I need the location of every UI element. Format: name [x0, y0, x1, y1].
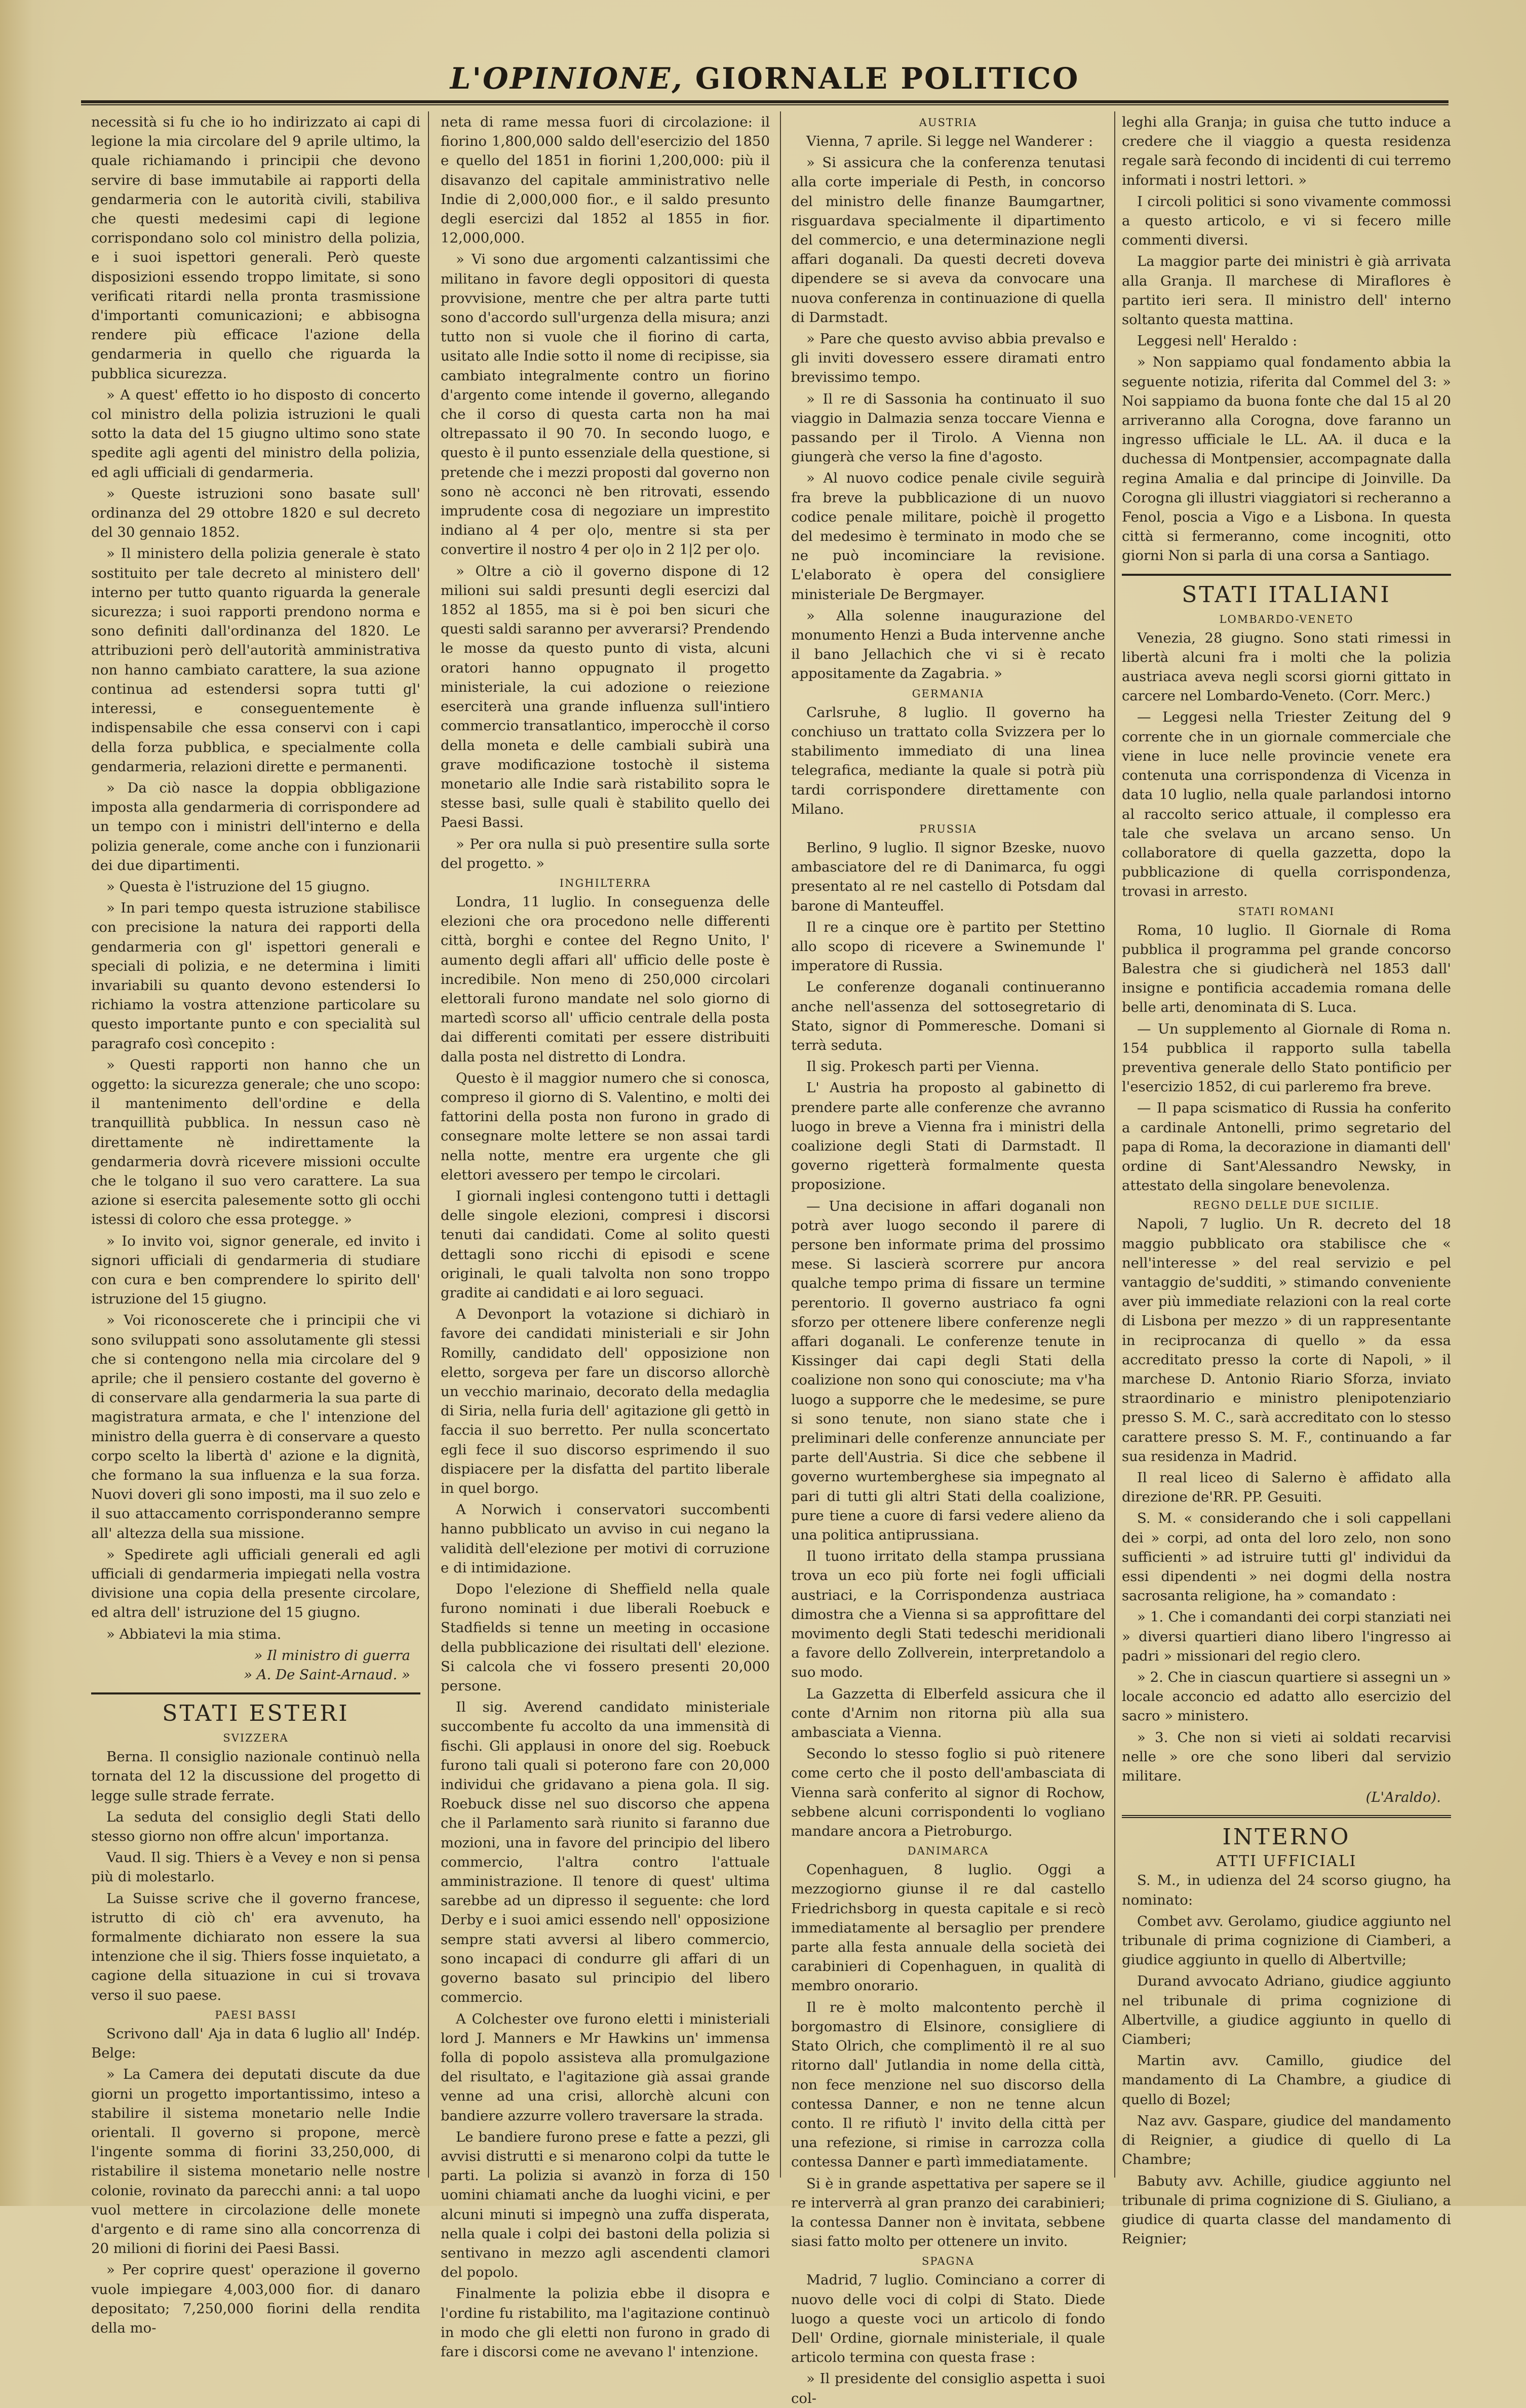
- paragraph: Dopo l'elezione di Sheffield nella quale furono nominati i due liberali Roebuck e Stadfields si tenne un meeting in occasione della pubblicazione dei risultati dell' elezione. Si calcola che vi fossero presenti 20,000 persone.: [441, 1581, 770, 1694]
- masthead-title-italic: L'OPINIONE,: [450, 61, 684, 96]
- paragraph: Durand avvocato Adriano, giudice aggiunto nel tribunale di prima cognizione di Albertville, a giudice aggiunto in quello di Ciamberi;: [1122, 1973, 1451, 2048]
- paragraph: Il sig. Averend candidato ministeriale succombente fu accolto da una immensità di fischi. Gli applausi in onore del sig. Roebuck furono tali quali si poterono fare con 20,000 individui che gridavano a piena gola. Il sig. Roebuck disse nel suo discorso che appena che il Parlamento sarà riunito si faranno due mozioni, una in favore del principio del libero commercio, l'altra contro l'attuale amministrazione. Il tenore di quest' ultima sarebbe ad un dipresso il seguente: che lord Derby e i suoi amici essendo nell' opposizione sempre stati avversi al libero commercio, sono incapaci di condurre gli affari di un governo basato sul principio del libero commercio.: [441, 1699, 770, 2006]
- paragraph: » Pare che questo avviso abbia prevalso e gli inviti dovessero essere diramati entro brevissimo tempo.: [791, 331, 1105, 386]
- source-credit: (L'Araldo).: [1365, 1789, 1441, 1806]
- paragraph: » Questi rapporti non hanno che un oggetto: la sicurezza generale; che uno scopo: il mantenimento dell'ordine e della tranquillità pubblica. In nessun caso nè direttamente nè indirettamente la gendarmeria dovrà ricevere missioni occulte che le tolgano il suo vero carattere. La sua azione si esercita palesemente sotto gli occhi istessi di coloro che essa protegge. »: [91, 1056, 420, 1228]
- paragraph: Venezia, 28 giugno. Sono stati rimessi in libertà alcuni fra i molti che la polizia austriaca aveva negli scorsi giorni gittato in carcere nel Lombardo-Veneto. (Corr. Merc.): [1122, 629, 1451, 704]
- paragraph: » Oltre a ciò il governo dispone di 12 milioni sui saldi presunti degli esercizi dal 1852 al 1855, ma si è poi ben sicuri che questi saldi saranno per avverarsi? Prendendo le mosse da questo punto di vista, alcuni oratori hanno oppugnato il progetto ministeriale, la cui adozione o reiezione eserciterà una grande influenza sull'intiero commercio transatlantico, imperocchè il corso della moneta e delle cambiali subirà una grave modificazione tostochè il sistema monetario alle Indie sarà ristabilito sopra le stesse basi, sulle quali è stabilito quello dei Paesi Bassi.: [441, 563, 770, 831]
- paragraph: — Una decisione in affari doganali non potrà aver luogo secondo il parere di persone ben informate prima del prossimo mese. Si lascierà scorrere pur ancora qualche tempo prima di fissare un termine perentorio. Il governo austriaco fa ogni sforzo per ottenere libere conferenze negli affari doganali. Le conferenze tenute in Kissinger dai capi degli Stati della coalizione non sono qui conosciute; ma v'ha luogo a supporre che le medesime, se pure si sono tenute, non siano state che i preliminari delle conferenze annunciate per parte dell'Austria. Si dice che sebbene il governo wurtemberghese sia impegnato al pari di tutti gli altri Stati della coalizione, pure tiene a cuore di farsi vedere alieno da una politica antiprussiana.: [791, 1198, 1105, 1544]
- subsection-heading: LOMBARDO-VENETO: [1219, 613, 1354, 625]
- subsection-heading: REGNO DELLE DUE SICILIE.: [1193, 1199, 1380, 1212]
- masthead-title: [81, 51, 1449, 106]
- masthead-rule: [81, 100, 1449, 105]
- signature-line: » Il ministro di guerra: [254, 1647, 410, 1664]
- paragraph: » Il re di Sassonia ha continuato il suo viaggio in Dalmazia senza toccare Vienna e passando per il Tirolo. A Vienna non giungerà che verso la fine d'agosto.: [791, 390, 1105, 465]
- column-4: [1122, 112, 1451, 2247]
- paragraph: Vaud. Il sig. Thiers è a Vevey e non si pensa più di molestarlo.: [91, 1849, 420, 1885]
- paragraph: » Voi riconoscerete che i principii che vi sono sviluppati sono assolutamente gli stessi che si contengono nella mia circolare del 9 aprile; che il pensiero costante del governo è di conservare alla gendarmeria la sua parte di magistratura armata, e che l' intenzione del ministro della guerra è di conservare a questo corpo scelto la libertà d' azione e la dignità, che formano la sua influenza e la sua forza. Nuovi doveri gli sono imposti, ma il suo zelo e il suo attaccamento corrisponderanno sempre all' altezza della sua missione.: [91, 1312, 420, 1542]
- paragraph: Vienna, 7 aprile. Si legge nel Wanderer :: [806, 133, 1093, 149]
- paragraph: Combet avv. Gerolamo, giudice aggiunto nel tribunale di prima cognizione di Ciamberi, a giudice aggiunto in quello di Albertville;: [1122, 1913, 1451, 1968]
- section-heading: STATI ITALIANI: [1122, 574, 1451, 609]
- paragraph: » Si assicura che la conferenza tenutasi alla corte imperiale di Pesth, in concorso del ministro delle finanze Baumgartner, risguardava specialmente il dipartimento del commercio, e una determinazione negli affari doganali. Da questi decreti doveva dipendere se si aveva da convocare una nuova conferenza in continuazione di quella di Darmstadt.: [791, 154, 1105, 326]
- paragraph: » 1. Che i comandanti dei corpi stanziati nei » diversi quartieri diano libero l'ingresso ai padri » missionari del regio clero.: [1122, 1609, 1451, 1664]
- subsection-heading: INGHILTERRA: [559, 877, 651, 889]
- paragraph: L' Austria ha proposto al gabinetto di prendere parte alle conferenze che avranno luogo in breve a Vienna fra i ministri della coalizione degli Stati di Darmstadt. Il governo rigetterà formalmente questa proposizione.: [791, 1080, 1105, 1193]
- paragraph: Il tuono irritato della stampa prussiana trova un eco più forte nei fogli ufficiali austriaci, e la Corrispondenza austriaca dimostra che a Vienna si sa approfittare del movimento degli Stati tedeschi meridionali a favore dello Zollverein, interpretandolo a suo modo.: [791, 1548, 1105, 1681]
- paragraph: » A quest' effetto io ho disposto di concerto col ministro della polizia istruzioni le quali sotto la data del 15 giugno ultimo sono state spedite agli agenti del ministro della polizia, ed agli ufficiali di gendarmeria.: [91, 386, 420, 481]
- masthead: [81, 51, 1449, 106]
- paragraph: Leggesi nell' Heraldo :: [1137, 333, 1298, 349]
- subsection-heading: GERMANIA: [912, 687, 985, 700]
- paragraph: — Un supplemento al Giornale di Roma n. 154 pubblica il rapporto sulla tabella preventiva generale dello Stato pontificio per l'esercizio 1852, di cui parleremo fra breve.: [1122, 1020, 1451, 1095]
- paragraph: La maggior parte dei ministri è già arrivata alla Granja. Il marchese di Miraflores è partito ieri sera. Il ministro dell' interno soltanto questa mattina.: [1122, 253, 1451, 328]
- column-2: [441, 112, 770, 2360]
- paragraph: A Colchester ove furono eletti i ministeriali lord J. Manners e Mr Hawkins un' immensa folla di popolo assisteva alla promulgazione del risultato, e l'agitazione già assai grande venne ad una crisi, allorchè alcuni con bandiere azzurre vollero traversare la strada.: [441, 2010, 770, 2124]
- column-separator: [780, 111, 781, 2178]
- masthead-title-rest: GIORNALE POLITICO: [683, 61, 1080, 96]
- paragraph: » Questa è l'istruzione del 15 giugno.: [106, 878, 370, 895]
- column-1: [91, 112, 420, 2336]
- paragraph: Il re è molto malcontento perchè il borgomastro di Elsinore, consigliere di Stato Olrich, che complimentò il re al suo ritorno dall' Jutlandia in nome della città, non fece menzione nel suo discorso della contessa Danner, e non ne tenne alcun conto. Il re rifiutò l' invito della città per una refezione, si rimise in carrozza colla contessa Danner e partì immediatamente.: [791, 1999, 1105, 2170]
- paragraph: Madrid, 7 luglio. Cominciano a correr di nuovo delle voci di colpi di Stato. Diede luogo a queste voci un articolo di fondo Dell' Ordine, giornale ministeriale, il quale articolo termina con questa frase :: [791, 2272, 1105, 2366]
- paragraph: » Vi sono due argomenti calzantissimi che militano in favore degli oppositori di questa provvisione, mentre che per altra parte tutti sono d'accordo sull'urgenza della misura; anzi tutto non si vuole che il fiorino di carta, usitato alle Indie sotto il nome di recipisse, sia cambiato integralmente contro un fiorino d'argento come intende il governo, allegando che il corso di questa carta non ha mai oltrepassato il 90 70. In secondo luogo, e questo è il punto essenziale della questione, si pretende che i mezzi proposti dal governo non sono nè acconci nè ben ritrovati, essendo imprudente cosa di negoziare un imprestito indiano al 4 per o|o, mentre si sta per convertire il nostro 4 per o|o in 2 1|2 per o|o.: [441, 251, 770, 558]
- paragraph: » Il ministero della polizia generale è stato sostituito per tale decreto al ministero dell' interno per tutto quanto riguarda la generale sicurezza; i suoi rapporti prendono norma e sono definiti dall'ordinanza del 1820. Le attribuzioni però dell'autorità amministrativa non hanno cambiato carattere, la sua azione continua ad estendersi sopra tutti gl' interessi, e conseguentemente è indispensabile che essa conservi con i capi della forza pubblica, e specialmente colla gendarmeria, relazioni dirette e permanenti.: [91, 545, 420, 775]
- column-separator: [428, 111, 429, 2178]
- paragraph: neta di rame messa fuori di circolazione: il fiorino 1,800,000 saldo dell'esercizio del 1850 e quello del 1851 in fiorini 1,200,000: più il disavanzo del capitale amministrativo nelle Indie di 2,000,000 fior., e il saldo presunto degli esercizi dal 1852 al 1855 in fior. 12,000,000.: [441, 114, 770, 247]
- paragraph: Berna. Il consiglio nazionale continuò nella tornata del 12 la discussione del progetto di legge sulle strade ferrate.: [91, 1749, 420, 1804]
- paragraph: » Non sappiamo qual fondamento abbia la seguente notizia, riferita dal Commel del 3: » Noi sappiamo da buona fonte che dal 15 al 20 arriveranno alla Corogna, dove faranno un ingresso ufficiale le LL. AA. il duca e la duchessa di Montpensier, accompagnate dalla regina Amalia e dal principe di Joinville. Da Corogna gli illustri viaggiatori si recheranno a Fenol, poscia a Vigo e a Lisbona. In questa città si fermeranno, come incogniti, otto giorni Non si parla di una corsa a Santiago.: [1122, 354, 1451, 564]
- paragraph: A Devonport la votazione si dichiarò in favore dei candidati ministeriali e sir John Romilly, candidato dell' opposizione non eletto, sorgeva per fare un discorso allorchè un vecchio marinaio, decorato della medaglia di Siria, nella furia dell' agitazione gli gettò in faccia il suo berretto. Per nulla sconcertato egli fece il suo discorso esprimendo il suo dispiacere per la disfatta del partito liberale in quel borgo.: [441, 1306, 770, 1497]
- paragraph: Secondo lo stesso foglio si può ritenere come certo che il posto dell'ambasciata di Vienna sarà conferito al signor di Rochow, sebbene alcuni corrispondenti lo vogliano mandare ancora a Pietroburgo.: [791, 1746, 1105, 1840]
- signature-name: » A. De Saint-Arnaud. »: [244, 1667, 410, 1683]
- subsection-heading: STATI ROMANI: [1238, 905, 1335, 918]
- paragraph: » Per coprire quest' operazione il governo vuole impiegare 4,003,000 fior. di danaro depositato; 7,250,000 fiorini della rendita della mo-: [91, 2262, 420, 2336]
- paragraph: » Da ciò nasce la doppia obbligazione imposta alla gendarmeria di corrispondere ad un tempo con i ministri dell'interno e della polizia generale, come anche con i funzionarii dei due dipartimenti.: [91, 779, 420, 874]
- paragraph: » Il presidente del consiglio aspetta i suoi col-: [791, 2371, 1105, 2406]
- paragraph: La Gazzetta di Elberfeld assicura che il conte d'Arnim non ritorna più alla sua ambasciata a Vienna.: [791, 1685, 1105, 1741]
- paragraph: Il re a cinque ore è partito per Stettino allo scopo di ricevere a Swinemunde l' imperatore di Russia.: [791, 919, 1105, 974]
- section-heading: INTERNO: [1122, 1815, 1451, 1851]
- paragraph: Questo è il maggior numero che si conosca, compreso il giorno di S. Valentino, e molti dei fattorini della posta non furono in grado di consegnare molte lettere se non assai tardi nella notte, mentre era urgente che gli elettori avessero per tempo le circolari.: [441, 1070, 770, 1183]
- paragraph: Finalmente la polizia ebbe il disopra e l'ordine fu ristabilito, ma l'agitazione continuò in modo che gli eletti non furono in grado di fare i discorsi come ne avevano l' intenzione.: [441, 2285, 770, 2360]
- paragraph: Le conferenze doganali continueranno anche nell'assenza del sottosegretario di Stato, signor di Pommeresche. Domani si terrà seduta.: [791, 979, 1105, 1053]
- paragraph: Roma, 10 luglio. Il Giornale di Roma pubblica il programma pel grande concorso Balestra che si giudicherà nel 1853 dall' insigne e pontificia accademia romana delle belle arti, denominata di S. Luca.: [1122, 922, 1451, 1016]
- subsection-heading: ATTI UFFICIALI: [1216, 1852, 1357, 1871]
- column-3: [791, 112, 1105, 2406]
- paragraph: La Suisse scrive che il governo francese, istrutto di ciò ch' era avvenuto, ha formalmente dichiarato non essere la sua intenzione che il sig. Thiers fosse inquietato, a cagione della situazione in cui si trovava verso il suo paese.: [91, 1890, 420, 2003]
- paragraph: necessità si fu che io ho indirizzato ai capi di legione la mia circolare del 9 aprile ultimo, la quale richiamando i principii che devono servire di base immutabile ai rapporti della gendarmeria con le autorità civili, stabiliva che questi medesimi capi di legione corrispondano solo col ministro della polizia, e i suoi ispettori generali. Però queste disposizioni essendo troppo limitate, si sono verificati ritardi nella pronta trasmissione d'importanti comunicazioni; e abbisogna rendere più efficace l'azione della gendarmeria in quello che riguarda la pubblica sicurezza.: [91, 114, 420, 382]
- paragraph: Copenhaguen, 8 luglio. Oggi a mezzogiorno giunse il re dal castello Friedrichsborg in questa capitale e si recò immediatamente al bersaglio per prendere parte alla festa annuale della società dei carabinieri di Copenhaguen, in qualità di membro onorario.: [791, 1862, 1105, 1994]
- subsection-heading: DANIMARCA: [907, 1845, 989, 1858]
- paragraph: » Abbiatevi la mia stima.: [106, 1626, 282, 1642]
- paragraph: S. M., in udienza del 24 scorso giugno, ha nominato:: [1122, 1872, 1451, 1908]
- paragraph: S. M. « considerando che i soli cappellani dei » corpi, ad onta del loro zelo, non sono sufficienti » ad istruire tutti gl' individui da essi dipendenti » nei dogmi della nostra sacrosanta religione, ha » comandato :: [1122, 1510, 1451, 1604]
- paragraph: Scrivono dall' Aja in data 6 luglio all' Indép. Belge:: [91, 2025, 420, 2062]
- paragraph: Berlino, 9 luglio. Il signor Bzeske, nuovo ambasciatore del re di Danimarca, fu oggi presentato al re nel castello di Potsdam dal barone di Manteuffel.: [791, 839, 1105, 914]
- paragraph: A Norwich i conservatori succombenti hanno pubblicato un avviso in cui negano la validità dell'elezione per motivi di corruzione e di intimidazione.: [441, 1502, 770, 1576]
- paragraph: Naz avv. Gaspare, giudice del mandamento di Reignier, a giudice di quello di La Chambre;: [1122, 2112, 1451, 2168]
- subsection-heading: SVIZZERA: [223, 1732, 289, 1745]
- paragraph: I giornali inglesi contengono tutti i dettagli delle singole elezioni, compresi i discorsi tenuti dai candidati. Come al solito questi dettagli sono ricchi di episodi e scene originali, le quali talvolta non sono troppo gradite ai candidati e ai loro seguaci.: [441, 1188, 770, 1301]
- subsection-heading: PAESI BASSI: [215, 2008, 297, 2021]
- column-separator: [1114, 111, 1115, 2178]
- paragraph: » In pari tempo questa istruzione stabilisce con precisione la natura dei rapporti della gendarmeria con gl' ispettori generali e speciali di polizia, e ne determina i limiti invariabili su quanto devono estendersi Io richiamo la vostra attenzione particolare su questo importante punto e con specialità sul paragrafo così concepito :: [91, 900, 420, 1052]
- paragraph: Si è in grande aspettativa per sapere se il re interverrà al gran pranzo dei carabinieri; la contessa Danner non è invitata, sebbene siasi fatto molto per ottenere un invito.: [791, 2175, 1105, 2250]
- section-heading: STATI ESTERI: [91, 1692, 420, 1728]
- subsection-heading: AUSTRIA: [919, 116, 977, 129]
- paragraph: Napoli, 7 luglio. Un R. decreto del 18 maggio pubblicato ora stabilisce che « nell'interesse » del real servizio e pel vantaggio de'sudditi, » stimando conveniente aver più immediate relazioni con la real corte di Lisbona per mezzo » di un rappresentante in reciprocanza di quello » da essa accreditato presso la corte di Napoli, » il marchese D. Antonio Riario Sforza, inviato straordinario e ministro plenipotenziario presso S. M. C., sarà accreditato con lo stesso carattere presso S. M. F., continuando a far sua residenza in Madrid.: [1122, 1216, 1451, 1465]
- paragraph: » 3. Che non si vieti ai soldati recarvisi nelle » ore che sono liberi dal servizio militare.: [1122, 1729, 1451, 1785]
- paragraph: — Leggesi nella Triester Zeitung del 9 corrente che in un giornale commerciale che viene in luce nelle provincie venete era contenuta una corrispondenza di Vicenza in data 10 luglio, nella quale parlandosi intorno al raccolto serico attuale, il complesso era tale che svelava un arcano senso. Un collaboratore di quella gazzetta, dopo la pubblicazione di quella corrispondenza, trovasi in arresto.: [1122, 709, 1451, 900]
- subsection-heading: SPAGNA: [921, 2255, 975, 2268]
- paragraph: » 2. Che in ciascun quartiere si assegni un » locale acconcio ed adatto allo esercizio del sacro » ministero.: [1122, 1669, 1451, 1724]
- paragraph: Martin avv. Camillo, giudice del mandamento di La Chambre, a giudice di quello di Bozel;: [1122, 2052, 1451, 2108]
- paragraph: » Queste istruzioni sono basate sull' ordinanza del 29 ottobre 1820 e sul decreto del 30 gennaio 1852.: [91, 485, 420, 541]
- paragraph: I circoli politici si sono vivamente commossi a questo articolo, e vi si fecero mille commenti diversi.: [1122, 193, 1451, 249]
- paragraph: » Al nuovo codice penale civile seguirà fra breve la pubblicazione di un nuovo codice penale militare, poichè il progetto del medesimo è terminato in modo che se ne può incominciare la revisione. L'elaborato è opera del consigliere ministeriale De Bergmayer.: [791, 470, 1105, 603]
- paragraph: leghi alla Granja; in guisa che tutto induce a credere che il viaggio a questa residenza regale sarà fecondo di incidenti di cui terremo informati i nostri lettori. »: [1122, 114, 1451, 188]
- paragraph: Londra, 11 luglio. In conseguenza delle elezioni che ora procedono nelle differenti città, borghi e contee del Regno Unito, l' aumento degli affari all' ufficio delle poste è incredibile. Non meno di 250,000 circolari elettorali furono mandate nel solo giorno di martedì scorso all' ufficio centrale della posta dai differenti comitati per essere distribuiti dalla posta nel distretto di Londra.: [441, 893, 770, 1065]
- paragraph: Carlsruhe, 8 luglio. Il governo ha conchiuso un trattato colla Svizzera per lo stabilimento immediato di una linea telegrafica, mediante la quale si potrà più tardi corrispondere direttamente con Milano.: [791, 704, 1105, 817]
- subsection-heading: PRUSSIA: [919, 822, 977, 835]
- paragraph: » Io invito voi, signor generale, ed invito i signori ufficiali di gendarmeria di studiare con cura e ben comprendere lo spirito dell' istruzione del 15 giugno.: [91, 1233, 420, 1308]
- paragraph: Il sig. Prokesch parti per Vienna.: [806, 1058, 1040, 1075]
- page-edge-shadow: [0, 0, 56, 2206]
- paragraph: » Per ora nulla si può presentire sulla sorte del progetto. »: [441, 836, 770, 872]
- paragraph: Le bandiere furono prese e fatte a pezzi, gli avvisi distrutti e si menarono colpi da tutte le parti. La polizia si avanzò in forza di 150 uomini chiamati anche da luoghi vicini, e per alcuni minuti si impegnò una zuffa disperata, nella quale i colpi dei bastoni della polizia si sentivano in mezzo agli ascendenti clamori del popolo.: [441, 2128, 770, 2281]
- paragraph: » Spedirete agli ufficiali generali ed agli ufficiali di gendarmeria impiegati nella vostra divisione una copia della presente circolare, ed altra dell' istruzione del 15 giugno.: [91, 1546, 420, 1621]
- paragraph: Il real liceo di Salerno è affidato alla direzione de'RR. PP. Gesuiti.: [1122, 1470, 1451, 1506]
- paragraph: » La Camera dei deputati discute da due giorni un progetto importantissimo, inteso a stabilire il sistema monetario nelle Indie orientali. Il governo si propone, mercè l'ingente somma di fiorini 33,250,000, di ristabilire il sistema monetario nelle nostre colonie, rovinato da parecchi anni: a tal uopo vuol mettere in circolazione delle monete d'argento e di rame sino alla concorrenza di 20 milioni di fiorini dei Paesi Bassi.: [91, 2066, 420, 2257]
- paragraph: La seduta del consiglio degli Stati dello stesso giorno non offre alcun' importanza.: [91, 1808, 420, 1845]
- paragraph: Babuty avv. Achille, giudice aggiunto nel tribunale di prima cognizione di S. Giuliano, a giudice di quarta classe del mandamento di Reignier;: [1122, 2173, 1451, 2247]
- paragraph: » Alla solenne inaugurazione del monumento Henzi a Buda intervenne anche il bano Jellachich che vi si è recato appositamente da Zagabria. »: [791, 607, 1105, 682]
- paragraph: — Il papa scismatico di Russia ha conferito a cardinale Antonelli, primo segretario del papa di Roma, la decorazione in diamanti dell' ordine di Sant'Alessandro Newsky, in attestato della singolare benevolenza.: [1122, 1100, 1451, 1194]
